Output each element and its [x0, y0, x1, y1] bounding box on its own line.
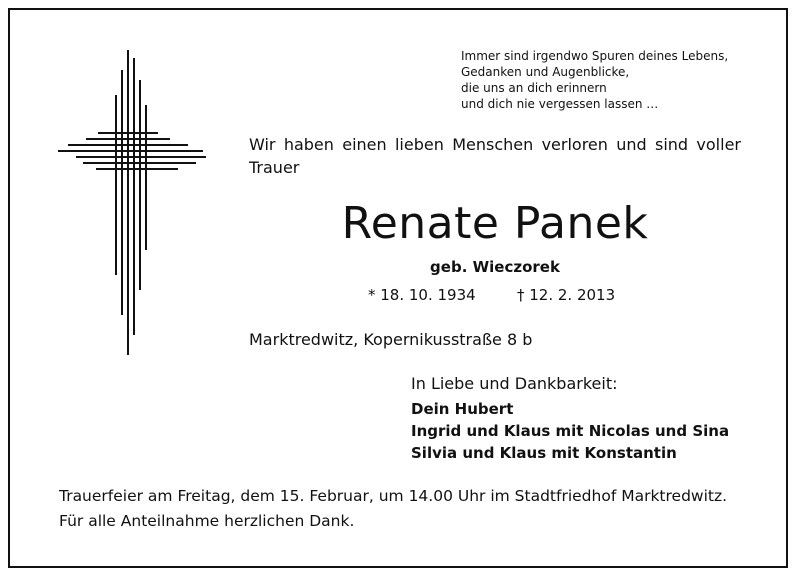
poem-line: Immer sind irgendwo Spuren deines Lebens, — [461, 49, 729, 63]
poem — [461, 48, 728, 112]
funeral-info — [59, 484, 727, 534]
mourner-line: Ingrid und Klaus mit Nicolas und Sina — [411, 422, 730, 440]
intro-text: Wir haben einen lieben Menschen verloren und sind voller Trauer — [249, 135, 741, 177]
poem-line: Gedanken und Augenblicke, — [461, 65, 630, 79]
deceased-name: Renate Panek — [341, 198, 649, 249]
poem-line: die uns an dich erinnern — [461, 81, 607, 95]
footer-line: Trauerfeier am Freitag, dem 15. Februar, um 14.00 Uhr im Stadtfriedhof Marktredwitz. — [59, 487, 728, 505]
cross-icon — [58, 50, 208, 360]
birth-date: * 18. 10. 1934 — [368, 286, 476, 304]
poem-line: und dich nie vergessen lassen … — [461, 97, 659, 111]
mourner-line: Silvia und Klaus mit Konstantin — [411, 444, 677, 462]
mourner-line: Dein Hubert — [411, 400, 514, 418]
address: Marktredwitz, Kopernikusstraße 8 b — [249, 330, 533, 349]
death-date: † 12. 2. 2013 — [517, 286, 616, 304]
footer-line: Für alle Anteilnahme herzlichen Dank. — [59, 512, 355, 530]
thanks-line: In Liebe und Dankbarkeit: — [411, 374, 618, 393]
mourners-list — [411, 398, 729, 464]
maiden-name: geb. Wieczorek — [430, 258, 560, 276]
